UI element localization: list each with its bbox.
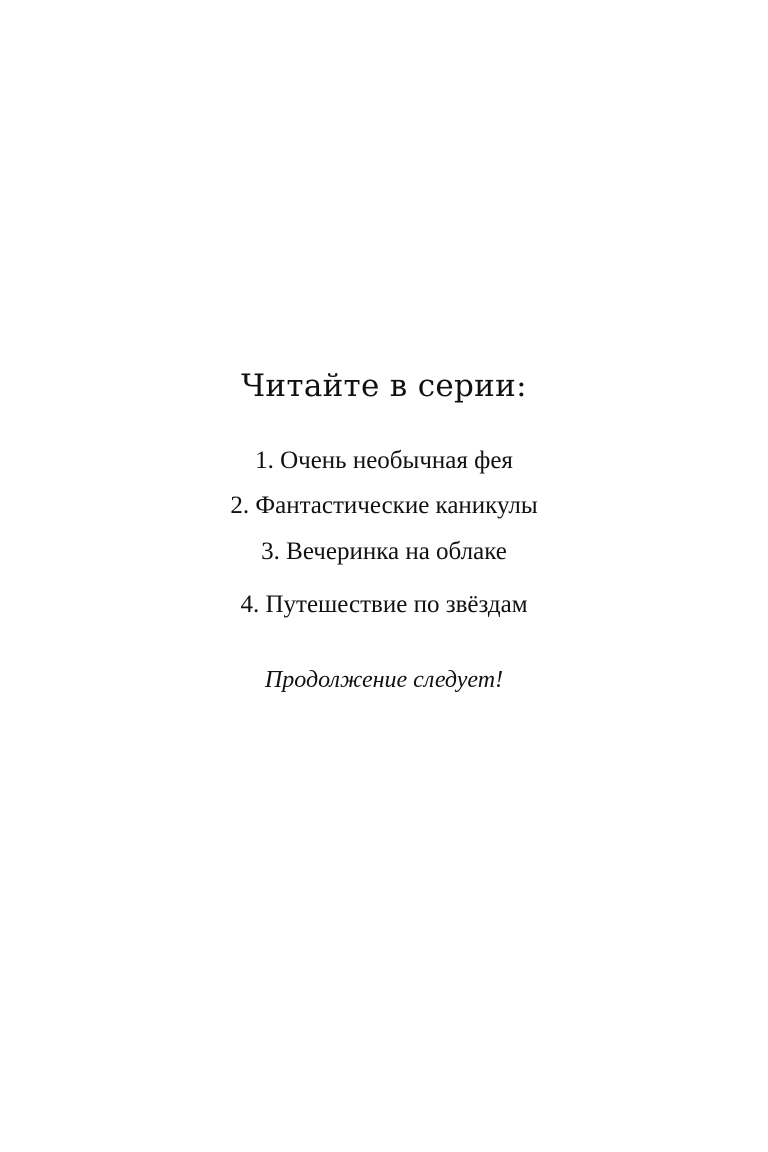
- series-heading: Читайте в серии:: [241, 368, 527, 404]
- book-list-item: 2. Фантастические каникулы: [230, 492, 538, 519]
- to-be-continued-note: Продолжение следует!: [264, 667, 504, 693]
- book-list-item: 4. Путешествие по звёздам: [240, 591, 528, 618]
- book-list-item: 1. Очень необычная фея: [255, 447, 513, 474]
- book-list-item: 3. Вечеринка на облаке: [261, 538, 507, 565]
